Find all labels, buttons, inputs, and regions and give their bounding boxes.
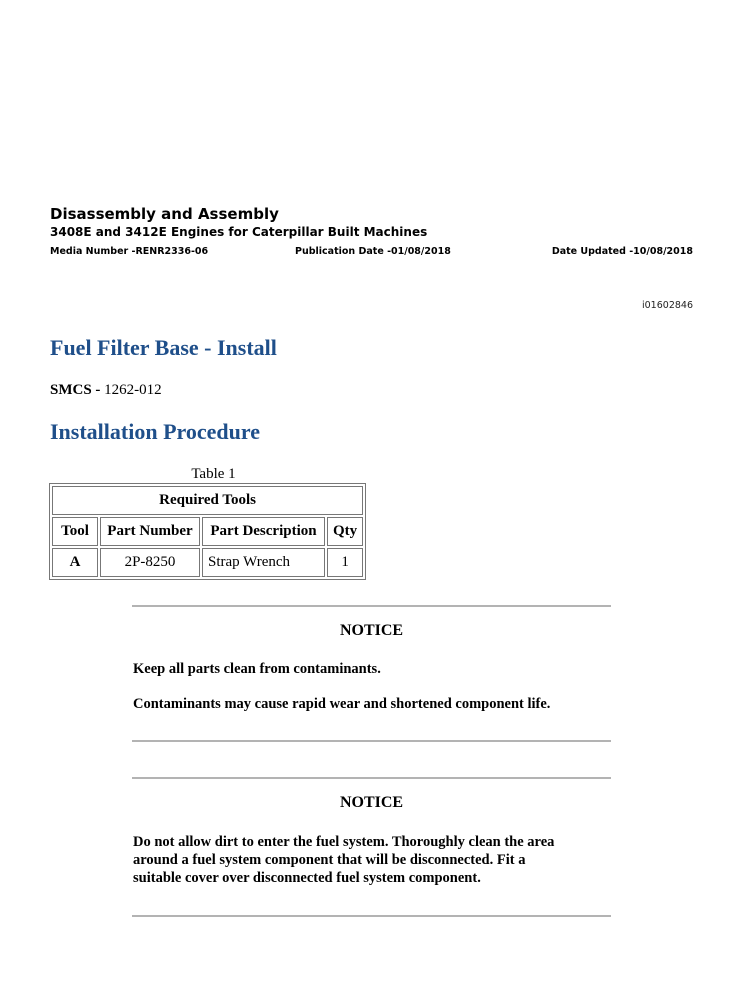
date-updated: Date Updated -10/08/2018 [551, 246, 693, 257]
smcs-value: 1262-012 [104, 382, 162, 398]
notice-title: NOTICE [339, 622, 404, 639]
column-header-part-description: Part Description [202, 517, 325, 546]
document-id: i01602846 [642, 300, 693, 311]
cell-part-description: Strap Wrench [202, 548, 325, 577]
section-heading: Installation Procedure [50, 419, 261, 444]
notice-text: around a fuel system component that will be disconnected. Fit a [133, 852, 526, 868]
notice-text: Keep all parts clean from contaminants. [133, 661, 381, 677]
column-header-part-number: Part Number [100, 517, 200, 546]
notice-title: NOTICE [339, 794, 404, 811]
column-header-qty: Qty [327, 517, 363, 546]
page-title: Fuel Filter Base - Install [50, 335, 277, 360]
cell-qty: 1 [327, 548, 363, 577]
publication-date: Publication Date -01/08/2018 [295, 246, 451, 257]
table-title-row [52, 486, 363, 515]
notice-text: suitable cover over disconnected fuel system component. [133, 870, 481, 886]
media-number: Media Number -RENR2336-06 [50, 246, 209, 257]
notice-box [132, 777, 611, 917]
smcs-label: SMCS - [50, 382, 101, 398]
notice-box [132, 605, 611, 742]
column-header-tool: Tool [52, 517, 98, 546]
engine-model-subtitle: 3408E and 3412E Engines for Caterpillar Built Machines [50, 225, 428, 239]
document-type-title: Disassembly and Assembly [50, 205, 279, 223]
required-tools-table [49, 483, 366, 580]
table-caption: Table 1 [191, 466, 236, 482]
cell-part-number: 2P-8250 [100, 548, 200, 577]
notice-text: Contaminants may cause rapid wear and shortened component life. [133, 696, 551, 712]
smcs-code [50, 381, 162, 399]
cell-tool: A [52, 548, 98, 577]
table-header-row [52, 517, 363, 546]
notice-text: Do not allow dirt to enter the fuel system. Thoroughly clean the area [133, 834, 555, 850]
table-row [52, 548, 363, 577]
table-title: Required Tools [52, 486, 363, 515]
